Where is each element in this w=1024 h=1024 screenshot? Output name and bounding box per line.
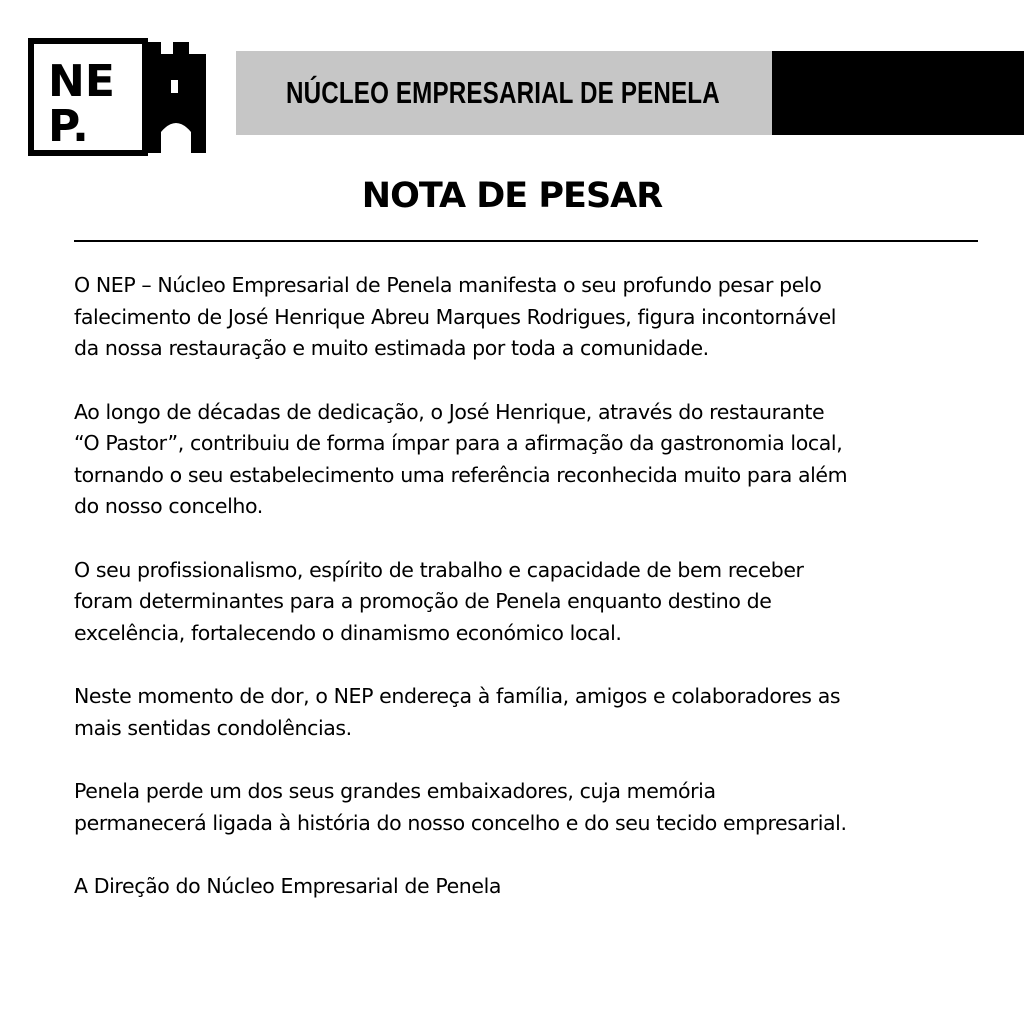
- paragraph-line: permanecerá ligada à história do nosso concelho e do seu tecido empresarial.: [74, 810, 847, 835]
- logo-letters-top: NE: [48, 56, 115, 107]
- title-divider: [74, 240, 978, 242]
- document-body: [74, 270, 984, 935]
- logo-letters-bottom: P.: [48, 101, 89, 152]
- header-title: NÚCLEO EMPRESARIAL DE PENELA: [286, 75, 720, 110]
- paragraph: [74, 397, 984, 523]
- paragraph-line: tornando o seu estabelecimento uma referência reconhecida muito para além: [74, 462, 848, 487]
- paragraph-line: Penela perde um dos seus grandes embaixadores, cuja memória: [74, 779, 716, 803]
- nep-logo: [28, 38, 208, 156]
- castle-tower-icon: [28, 38, 208, 156]
- paragraph: [74, 871, 984, 903]
- paragraph-line: Neste momento de dor, o NEP endereça à família, amigos e colaboradores as: [74, 684, 841, 708]
- paragraph-line: Ao longo de décadas de dedicação, o José Henrique, através do restaurante: [74, 399, 825, 424]
- header-accent-block: [772, 51, 1024, 135]
- document-title: NOTA DE PESAR: [361, 176, 663, 216]
- paragraph: [74, 681, 984, 744]
- paragraph-line: O NEP – Núcleo Empresarial de Penela manifesta o seu profundo pesar pelo: [74, 273, 822, 297]
- paragraph-line: da nossa restauração e muito estimada por toda a comunidade.: [74, 336, 709, 360]
- paragraph-line: foram determinantes para a promoção de Penela enquanto destino de: [74, 589, 772, 613]
- paragraph: [74, 555, 984, 650]
- paragraph: [74, 776, 984, 839]
- paragraph-line: excelência, fortalecendo o dinamismo económico local.: [74, 620, 622, 645]
- paragraph: [74, 270, 984, 365]
- paragraph-line: A Direção do Núcleo Empresarial de Penela: [74, 874, 502, 898]
- header-band: [236, 51, 772, 135]
- paragraph-line: falecimento de José Henrique Abreu Marques Rodrigues, figura incontornável: [74, 304, 837, 329]
- paragraph-line: “O Pastor”, contribuiu de forma ímpar para a afirmação da gastronomia local,: [74, 431, 843, 455]
- paragraph-line: do nosso concelho.: [74, 494, 263, 518]
- paragraph-line: mais sentidas condolências.: [74, 715, 352, 740]
- paragraph-line: O seu profissionalismo, espírito de trabalho e capacidade de bem receber: [74, 557, 804, 582]
